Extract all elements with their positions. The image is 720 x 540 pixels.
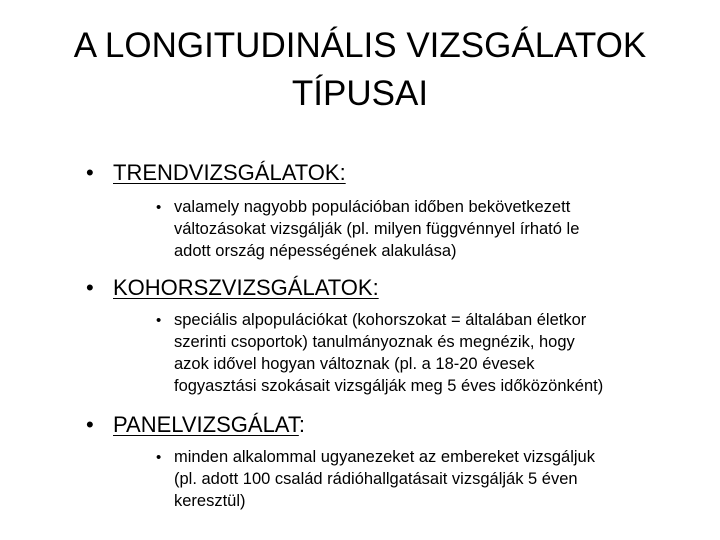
item-description (174, 446, 694, 512)
bullet-icon: • (86, 160, 94, 185)
description-line: szerinti csoportok) tanulmányoznak és megnézik, hogy (174, 333, 575, 351)
slide-title (60, 22, 660, 118)
description-line: minden alkalommal ugyanezeket az embereket vizsgáljuk (174, 448, 595, 466)
title-line-1: A LONGITUDINÁLIS VIZSGÁLATOK (73, 26, 647, 65)
description-line: változásokat vizsgálják (pl. milyen függvénnyel írható le (174, 220, 580, 238)
title-line-2: TÍPUSAI (291, 74, 429, 113)
description-line: keresztül) (174, 492, 246, 510)
description-line: (pl. adott 100 család rádióhallgatásait vizsgálják 5 éven (174, 470, 578, 488)
description-line: speciális alpopulációkat (kohorszokat = általában életkor (174, 311, 587, 329)
sub-bullet-icon: • (156, 199, 162, 216)
bullet-icon: • (86, 275, 94, 300)
item-heading-tail: : (298, 412, 305, 437)
item-heading (113, 412, 305, 438)
item-heading (113, 275, 379, 301)
description-line: adott ország népességének alakulása) (174, 242, 457, 260)
description-line: valamely nagyobb populációban időben bekövetkezett (174, 198, 571, 216)
sub-bullet-icon: • (156, 312, 162, 329)
bullet-icon: • (86, 412, 94, 437)
item-heading-text: TRENDVIZSGÁLATOK: (113, 160, 346, 185)
item-heading-text: KOHORSZVIZSGÁLATOK: (113, 275, 379, 300)
item-description (174, 309, 694, 397)
item-description (174, 196, 694, 262)
sub-bullet-icon: • (156, 449, 162, 466)
description-line: azok idővel hogyan változnak (pl. a 18-20 évesek (174, 355, 535, 373)
description-line: fogyasztási szokásait vizsgálják meg 5 éves időközönként) (174, 377, 604, 395)
item-heading-text: PANELVIZSGÁLAT (113, 412, 299, 437)
item-heading (113, 160, 346, 186)
